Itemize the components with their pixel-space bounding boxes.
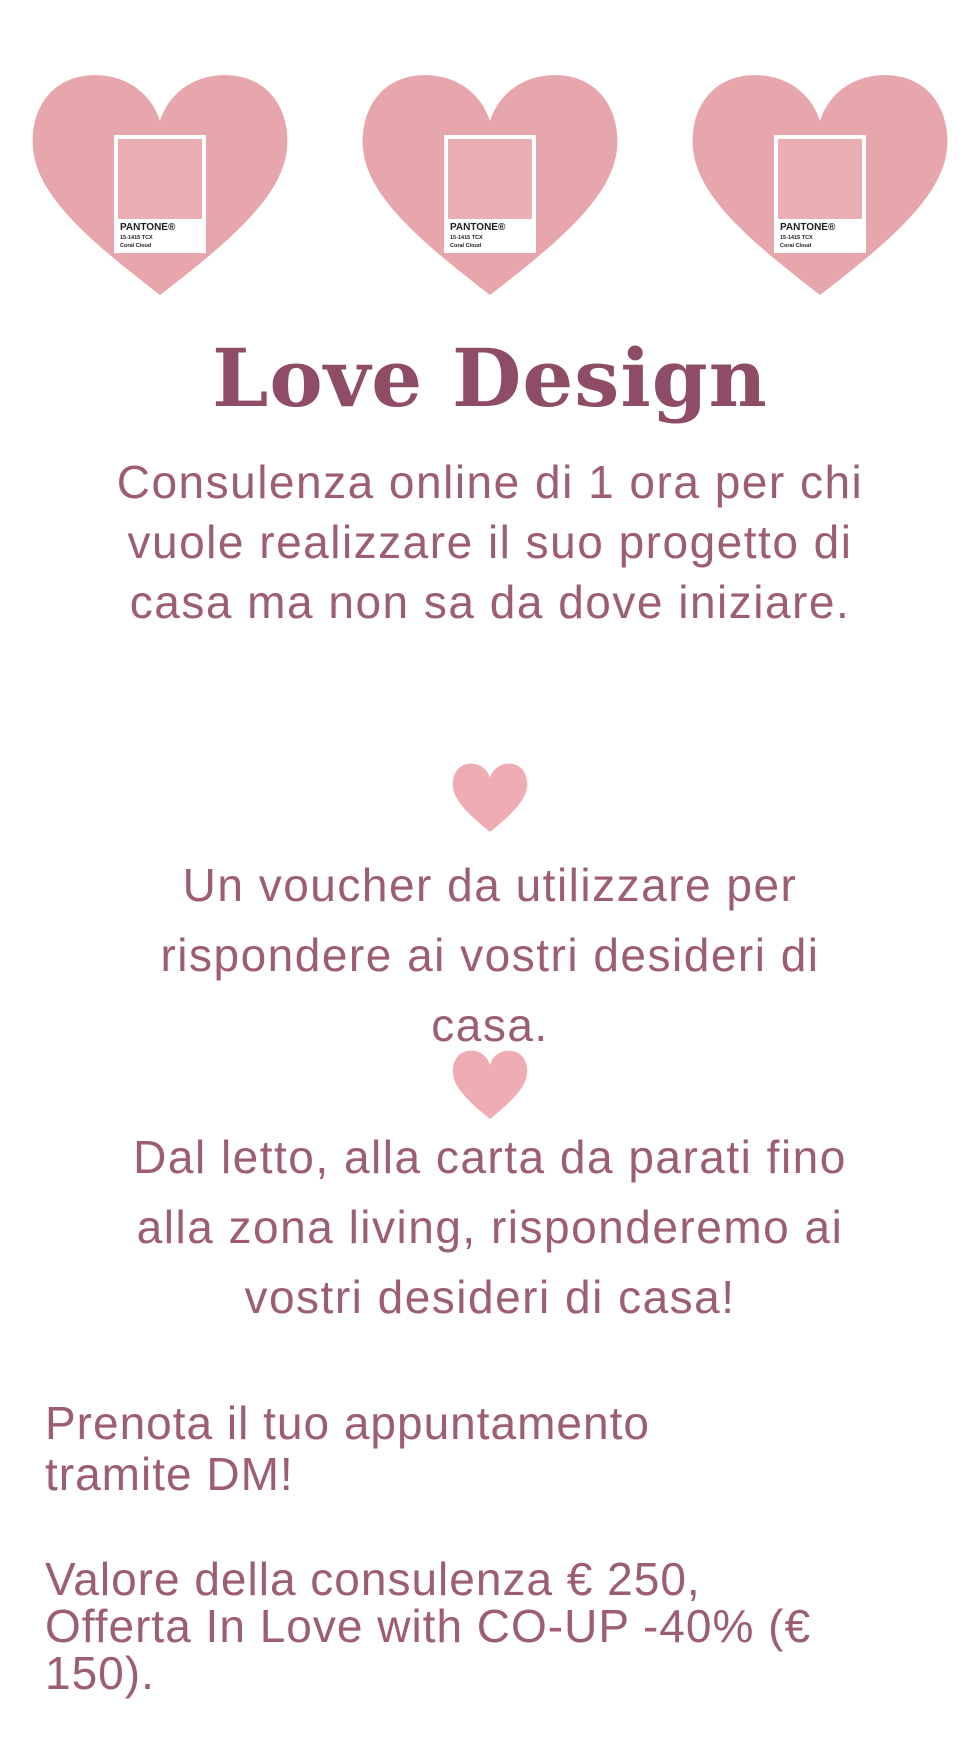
pantone-code: 15-1415 TCX bbox=[120, 235, 153, 241]
heart-icon bbox=[452, 762, 528, 832]
cta-paragraph bbox=[45, 1398, 950, 1500]
voucher-paragraph bbox=[0, 850, 980, 1060]
heart-divider bbox=[452, 762, 528, 832]
pricing-line: Valore della consulenza € 250, bbox=[45, 1553, 701, 1605]
pantone-code: 15-1415 TCX bbox=[450, 235, 483, 241]
pantone-heart bbox=[360, 70, 620, 295]
pantone-card bbox=[444, 135, 536, 253]
pantone-code: 15-1415 TCX bbox=[780, 235, 813, 241]
details-paragraph bbox=[0, 1122, 980, 1332]
details-line: Dal letto, alla carta da parati fino bbox=[133, 1131, 847, 1183]
pantone-card bbox=[114, 135, 206, 253]
pricing-line: Offerta In Love with CO-UP -40% (€ bbox=[45, 1600, 812, 1652]
pricing-line: 150). bbox=[45, 1647, 155, 1699]
pantone-color-name: Coral Cloud bbox=[450, 242, 482, 249]
intro-line: casa ma non sa da dove iniziare. bbox=[129, 576, 851, 628]
pantone-swatch bbox=[448, 139, 532, 219]
pantone-swatch bbox=[118, 139, 202, 219]
heart-divider bbox=[452, 1049, 528, 1119]
voucher-line: rispondere ai vostri desideri di bbox=[160, 929, 820, 981]
intro-line: Consulenza online di 1 ora per chi bbox=[116, 456, 864, 508]
pantone-color-name: Coral Cloud bbox=[780, 242, 812, 249]
page-title: Love Design bbox=[212, 331, 768, 425]
pantone-brand: PANTONE® bbox=[450, 222, 506, 233]
pantone-color-name: Coral Cloud bbox=[120, 242, 152, 249]
cta-line: Prenota il tuo appuntamento bbox=[45, 1397, 650, 1449]
heart-icon bbox=[452, 1049, 528, 1119]
details-line: vostri desideri di casa! bbox=[244, 1271, 736, 1323]
intro-line: vuole realizzare il suo progetto di bbox=[127, 516, 853, 568]
pantone-card bbox=[774, 135, 866, 253]
pantone-label bbox=[120, 223, 203, 249]
pantone-brand: PANTONE® bbox=[780, 222, 836, 233]
cta-line: tramite DM! bbox=[45, 1448, 294, 1500]
details-line: alla zona living, risponderemo ai bbox=[136, 1201, 844, 1253]
pantone-label bbox=[450, 223, 533, 249]
pantone-brand: PANTONE® bbox=[120, 222, 176, 233]
pantone-label bbox=[780, 223, 863, 249]
pantone-swatch bbox=[778, 139, 862, 219]
pricing-paragraph bbox=[45, 1553, 950, 1699]
intro-paragraph bbox=[0, 452, 980, 632]
pantone-heart bbox=[690, 70, 950, 295]
pantone-heart bbox=[30, 70, 290, 295]
voucher-line: Un voucher da utilizzare per bbox=[182, 859, 798, 911]
voucher-line: casa. bbox=[431, 999, 549, 1051]
